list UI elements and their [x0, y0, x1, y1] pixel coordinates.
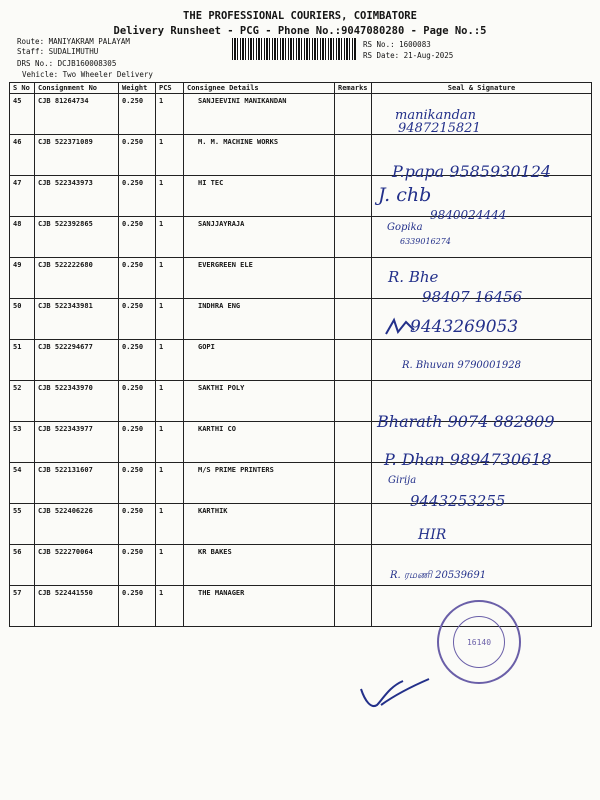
col-sno: S No [10, 83, 35, 94]
row-consignment-no: CJB 522371089 [35, 135, 119, 176]
row-remarks [335, 381, 372, 422]
signature-48-extra: 6339016274 [400, 237, 451, 246]
row-weight: 0.250 [119, 545, 156, 586]
row-consignment-no: CJB 522270064 [35, 545, 119, 586]
signature-48-name: Gopika [387, 222, 423, 233]
row-consignee: INDHRA ENG [184, 299, 335, 340]
row-remarks [335, 545, 372, 586]
row-pcs: 1 [156, 176, 184, 217]
row-consignee: EVERGREEN ELE [184, 258, 335, 299]
row-sno: 53 [10, 422, 35, 463]
barcode [232, 38, 356, 60]
row-remarks [335, 176, 372, 217]
col-seal-signature: Seal & Signature [372, 83, 592, 94]
row-pcs: 1 [156, 463, 184, 504]
row-remarks [335, 340, 372, 381]
row-remarks [335, 504, 372, 545]
row-pcs: 1 [156, 217, 184, 258]
office-stamp [437, 600, 521, 684]
route-label: Route: MANIYAKRAM PALAYAM [17, 37, 130, 46]
row-pcs: 1 [156, 422, 184, 463]
row-weight: 0.250 [119, 258, 156, 299]
signature-48-phone: 9840024444 [430, 208, 507, 222]
table-row [10, 94, 592, 135]
signature-50: 9443269053 [410, 317, 519, 337]
row-consignee: HI TEC [184, 176, 335, 217]
row-consignee: M/S PRIME PRINTERS [184, 463, 335, 504]
row-sno: 57 [10, 586, 35, 627]
row-remarks [335, 299, 372, 340]
row-weight: 0.250 [119, 422, 156, 463]
row-remarks [335, 258, 372, 299]
row-sno: 47 [10, 176, 35, 217]
scribble-signature-icon [355, 675, 435, 715]
row-pcs: 1 [156, 94, 184, 135]
row-pcs: 1 [156, 340, 184, 381]
row-consignment-no: CJB 522392865 [35, 217, 119, 258]
row-remarks [335, 94, 372, 135]
scribble-mark-icon [384, 316, 424, 338]
signature-55: HIR [418, 527, 447, 543]
rs-number: RS No.: 1600083 [363, 40, 431, 49]
signature-53: P. Dhan 9894730618 [384, 450, 552, 469]
col-remarks: Remarks [335, 83, 372, 94]
row-weight: 0.250 [119, 586, 156, 627]
row-weight: 0.250 [119, 135, 156, 176]
row-consignee: SANJJAYRAJA [184, 217, 335, 258]
row-consignment-no: CJB 522343970 [35, 381, 119, 422]
signature-46: P.papa 9585930124 [392, 162, 552, 181]
stamp-pin: 16140 [466, 638, 492, 647]
row-sno: 49 [10, 258, 35, 299]
row-sno: 52 [10, 381, 35, 422]
row-pcs: 1 [156, 381, 184, 422]
row-sno: 51 [10, 340, 35, 381]
signature-52: Bharath 9074 882809 [377, 412, 555, 431]
row-weight: 0.250 [119, 504, 156, 545]
signature-51: R. Bhuvan 9790001928 [402, 360, 521, 371]
staff-label: Staff: SUDALIMUTHU [17, 47, 99, 56]
row-pcs: 1 [156, 504, 184, 545]
row-remarks [335, 217, 372, 258]
row-sno: 50 [10, 299, 35, 340]
signature-47: J. chb [378, 184, 432, 206]
signature-49-name: R. Bhe [388, 268, 439, 286]
signature-49-phone: 98407 16456 [422, 288, 523, 306]
row-consignee: GOPI [184, 340, 335, 381]
row-remarks [335, 463, 372, 504]
row-sno: 56 [10, 545, 35, 586]
row-sno: 46 [10, 135, 35, 176]
row-pcs: 1 [156, 299, 184, 340]
row-weight: 0.250 [119, 463, 156, 504]
runsheet-subtitle: Delivery Runsheet - PCG - Phone No.:9047080280 - Page No.:5 [113, 25, 487, 37]
row-pcs: 1 [156, 258, 184, 299]
row-consignee: M. M. MACHINE WORKS [184, 135, 335, 176]
row-consignment-no: CJB 522294677 [35, 340, 119, 381]
row-consignee: KARTHI CO [184, 422, 335, 463]
vehicle-label: Vehicle: Two Wheeler Delivery [22, 70, 153, 79]
row-sno: 48 [10, 217, 35, 258]
row-pcs: 1 [156, 586, 184, 627]
signature-45-phone: 9487215821 [398, 121, 481, 136]
col-consignment: Consignment No [35, 83, 119, 94]
row-consignment-no: CJB 522222680 [35, 258, 119, 299]
signature-54-name: Girija [388, 475, 417, 486]
table-header-row [10, 83, 592, 94]
row-weight: 0.250 [119, 94, 156, 135]
table-row [10, 217, 592, 258]
row-consignee: KARTHIK [184, 504, 335, 545]
col-pcs: PCS [156, 83, 184, 94]
row-consignment-no: CJB 522343973 [35, 176, 119, 217]
row-weight: 0.250 [119, 176, 156, 217]
row-consignment-no: CJB 522131607 [35, 463, 119, 504]
row-consignee: THE MANAGER [184, 586, 335, 627]
col-consignee: Consignee Details [184, 83, 335, 94]
row-consignment-no: CJB 522343977 [35, 422, 119, 463]
rs-date: RS Date: 21-Aug-2025 [363, 51, 454, 60]
row-pcs: 1 [156, 135, 184, 176]
row-sno: 55 [10, 504, 35, 545]
row-consignment-no: CJB 522343981 [35, 299, 119, 340]
row-remarks [335, 422, 372, 463]
row-remarks [335, 135, 372, 176]
row-consignee: SAKTHI POLY [184, 381, 335, 422]
row-consignee: SANJEEVINI MANIKANDAN [184, 94, 335, 135]
row-weight: 0.250 [119, 217, 156, 258]
col-weight: Weight [119, 83, 156, 94]
row-sno: 45 [10, 94, 35, 135]
drs-label: DRS No.: DCJB160008305 [17, 59, 117, 68]
row-consignee: KR BAKES [184, 545, 335, 586]
signature-54-phone: 9443253255 [410, 492, 506, 510]
row-pcs: 1 [156, 545, 184, 586]
row-consignment-no: CJB 81264734 [35, 94, 119, 135]
row-consignment-no: CJB 522441550 [35, 586, 119, 627]
row-weight: 0.250 [119, 381, 156, 422]
table-row [10, 545, 592, 586]
row-weight: 0.250 [119, 340, 156, 381]
row-sno: 54 [10, 463, 35, 504]
row-consignment-no: CJB 522406226 [35, 504, 119, 545]
company-title: THE PROFESSIONAL COURIERS, COIMBATORE [183, 10, 417, 22]
signature-45-name: manikandan [395, 108, 477, 123]
row-weight: 0.250 [119, 299, 156, 340]
row-remarks [335, 586, 372, 627]
signature-56: R. ரமணி 20539691 [390, 570, 487, 581]
